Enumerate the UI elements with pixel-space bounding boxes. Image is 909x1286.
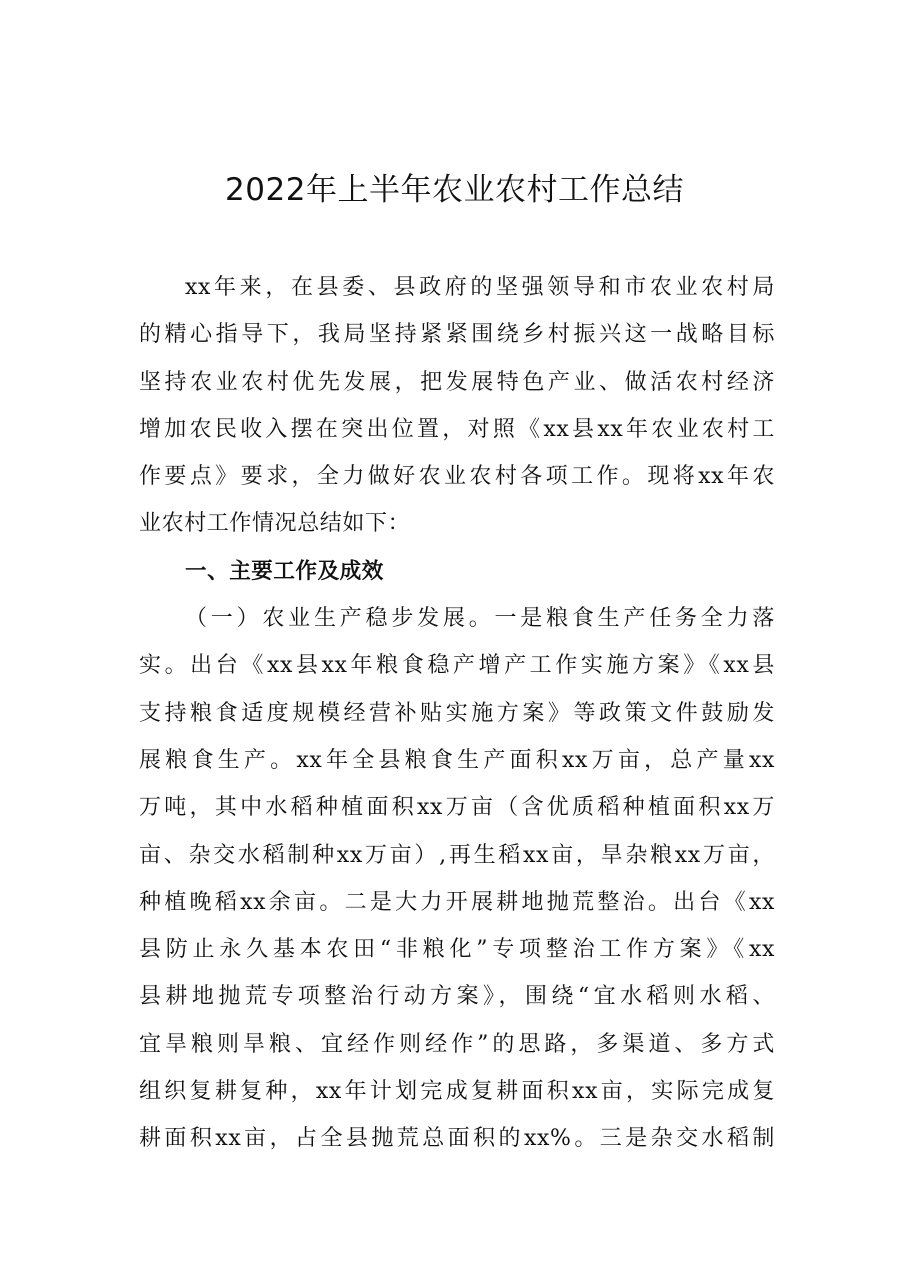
paragraph-line: 的精心指导下，我局坚持紧紧围绕乡村振兴这一战略目标 [139, 322, 775, 348]
paragraph-line: （一）农业生产稳步发展。一是粮食生产任务全力落 [185, 606, 775, 632]
document-title: 2022年上半年农业农村工作总结 [225, 172, 684, 208]
section-heading: 一、主要工作及成效 [185, 558, 384, 584]
paragraph-line: 宜旱粮则旱粮、宜经作则经作”的思路，多渠道、多方式 [139, 1031, 775, 1057]
paragraph-line: 展粮食生产。xx年全县粮食生产面积xx万亩，总产量xx [139, 747, 775, 773]
paragraph-line: 县防止永久基本农田“非粮化”专项整治工作方案》《xx [139, 937, 775, 963]
paragraph-line: 耕面积xx亩，占全县抛荒总面积的xx%。三是杂交水稻制 [139, 1126, 775, 1152]
paragraph-line: xx年来，在县委、县政府的坚强领导和市农业农村局 [185, 275, 775, 300]
paragraph-line: 万吨，其中水稻种植面积xx万亩（含优质稻种植面积xx万 [139, 795, 775, 821]
paragraph-line: 业农村工作情况总结如下： [139, 511, 411, 537]
paragraph-line: 坚持农业农村优先发展，把发展特色产业、做活农村经济 [139, 369, 775, 395]
paragraph-line: 实。出台《xx县xx年粮食稳产增产工作实施方案》《xx县 [139, 653, 775, 679]
paragraph-line: 支持粮食适度规模经营补贴实施方案》等政策文件鼓励发 [139, 700, 775, 726]
document-body [139, 264, 775, 1163]
paragraph-line: 县耕地抛荒专项整治行动方案》，围绕“宜水稻则水稻、 [139, 984, 775, 1010]
paragraph-line: 增加农民收入摆在突出位置，对照《xx县xx年农业农村工 [139, 416, 775, 442]
paragraph-line: 作要点》要求，全力做好农业农村各项工作。现将xx年农 [139, 464, 775, 490]
paragraph-line: 亩、杂交水稻制种xx万亩）,再生稻xx亩，旱杂粮xx万亩， [139, 842, 775, 868]
paragraph-line: 种植晚稻xx余亩。二是大力开展耕地抛荒整治。出台《xx [139, 889, 775, 915]
paragraph-line: 组织复耕复种，xx年计划完成复耕面积xx亩，实际完成复 [139, 1079, 775, 1105]
